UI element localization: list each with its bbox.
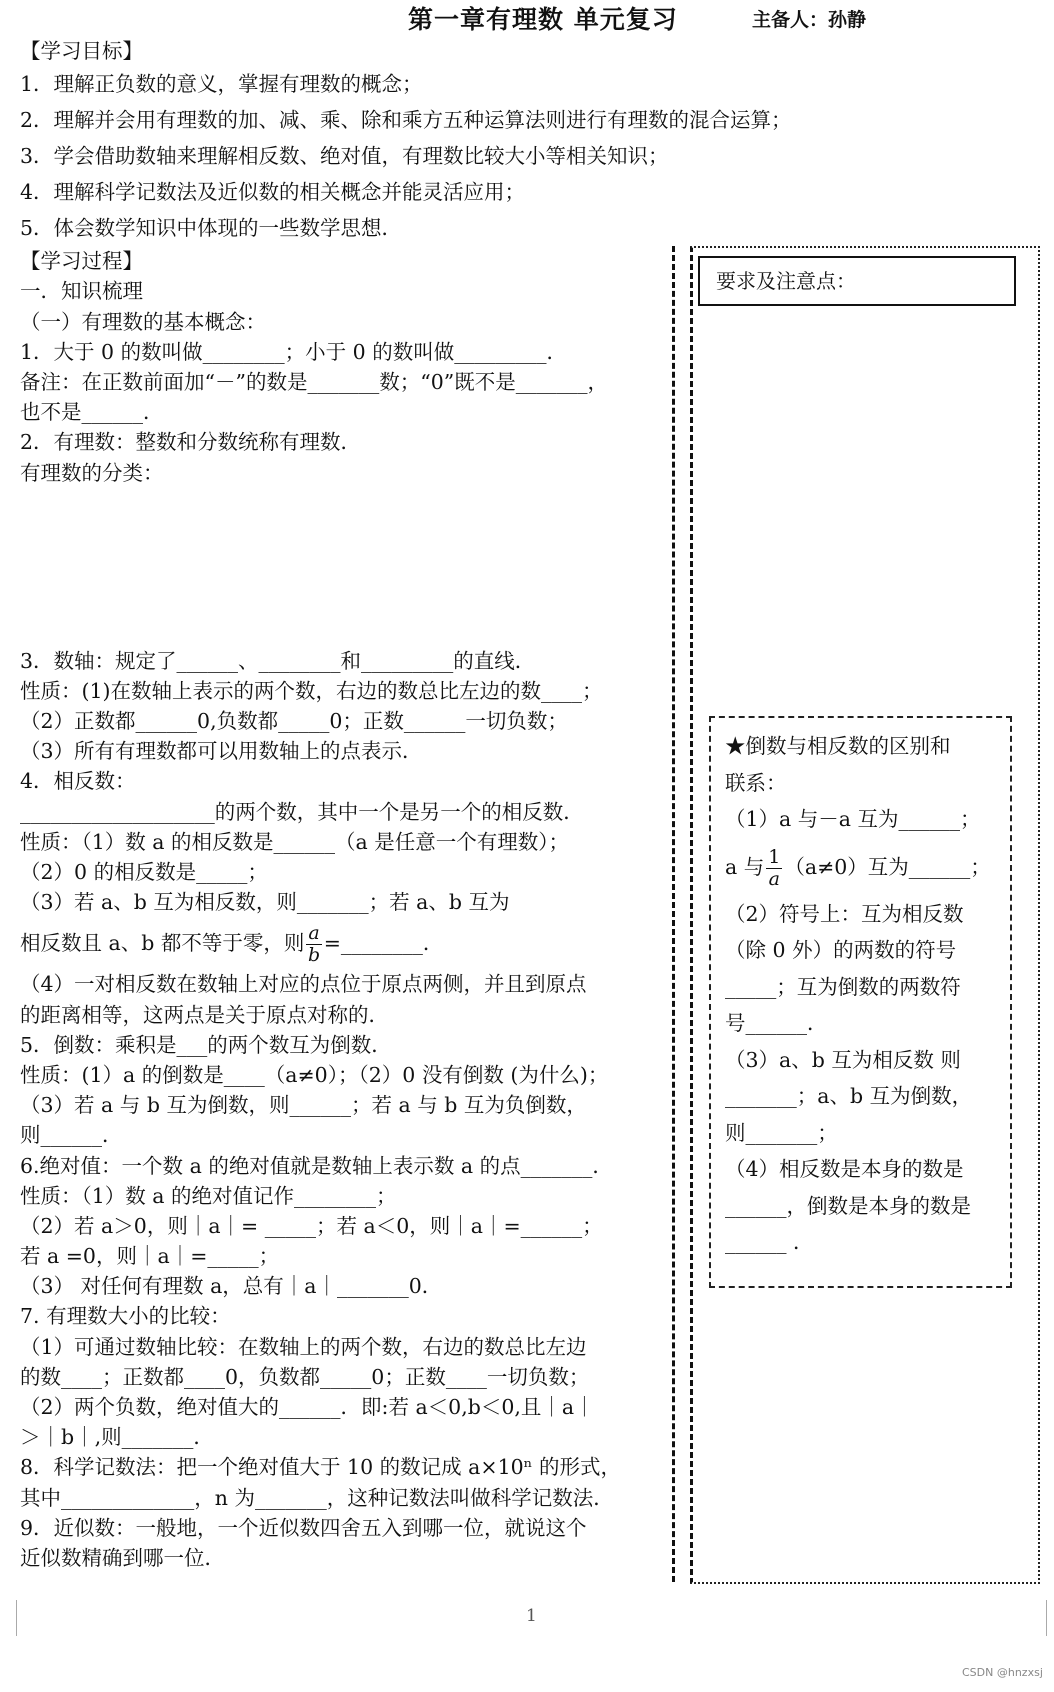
fraction-denominator: a	[768, 867, 780, 890]
text-line: 9．近似数：一般地，一个近似数四舍五入到哪一位，就说这个	[20, 1515, 587, 1540]
objectives-heading: 【学习目标】	[20, 39, 143, 63]
watermark-text: CSDN @hnzxsj	[962, 1666, 1043, 1679]
objective-item-3: 3．学会借助数轴来理解相反数、绝对值，有理数比较大小等相关知识；	[20, 144, 669, 169]
reciprocal-vs-opposite-box	[709, 716, 1012, 1288]
fraction-1-over-a	[766, 845, 782, 890]
box-text-line: 号______．	[725, 1011, 828, 1035]
column-divider	[672, 246, 675, 1582]
text-line: 3．数轴：规定了______、________和_________的直线．	[20, 648, 536, 673]
text-segment: （a≠0）互为______；	[784, 854, 991, 879]
process-heading: 【学习过程】	[20, 249, 143, 274]
text-line: 性质：（1）数 a 的相反数是______（a 是任意一个有理数）；	[20, 829, 570, 854]
text-line: （2）两个负数，绝对值大的______．即:若 a＜0,b＜0,且｜a｜	[20, 1395, 595, 1419]
fraction-denominator: b	[307, 944, 321, 967]
box-text-line: ______ ．	[725, 1230, 814, 1254]
box-text-line: （3）a、b 互为相反数 则	[725, 1047, 961, 1072]
page-edge-marker	[16, 1600, 17, 1636]
box-fraction-line	[725, 838, 1010, 896]
text-line: ___________________的两个数，其中一个是另一个的相反数．	[20, 799, 584, 824]
text-line: 6.绝对值：一个数 a 的绝对值就是数轴上表示数 a 的点_______．	[20, 1153, 613, 1178]
box-text-line: （1）a 与－a 互为______；	[725, 807, 981, 831]
box-text-line: （2）符号上：互为相反数	[725, 901, 964, 926]
box-text-line: ★倒数与相反数的区别和	[725, 734, 951, 758]
text-line: （3） 对任何有理数 a，总有｜a｜_______0．	[20, 1274, 443, 1299]
box-text-line: 则_______；	[725, 1120, 838, 1145]
page-number: 1	[526, 1606, 537, 1626]
text-line: （1）可通过数轴比较：在数轴上的两个数，右边的数总比左边	[20, 1334, 587, 1359]
text-line: ＞｜b｜,则_______．	[20, 1425, 214, 1450]
box-text-line: _______；a、b 互为倒数，	[725, 1084, 973, 1108]
text-line: 5．倒数：乘积是___的两个数互为倒数．	[20, 1032, 392, 1057]
text-line: 性质：（1）数 a 的绝对值记作________；	[20, 1183, 397, 1208]
document-title: 第一章有理数 单元复习	[408, 5, 678, 34]
box-text-line: （除 0 外）的两数的符号	[725, 938, 957, 962]
text-line: （2）0 的相反数是_____；	[20, 860, 268, 884]
text-line: （4）一对相反数在数轴上对应的点位于原点两侧，并且到原点	[20, 972, 587, 997]
objective-item-4: 4．理解科学记数法及近似数的相关概念并能灵活应用；	[20, 180, 526, 205]
classification-blank-area	[20, 488, 660, 646]
objective-item-2: 2．理解并会用有理数的加、减、乘、除和乘方五种运算法则进行有理数的混合运算；	[20, 108, 792, 133]
text-line: 也不是______．	[20, 400, 164, 425]
text-line: 7. 有理数大小的比较：	[20, 1304, 231, 1329]
requirements-note-box: 要求及注意点：	[698, 256, 1016, 306]
text-line: 1．大于 0 的数叫做________；小于 0 的数叫做_________．	[20, 339, 567, 364]
fraction-numerator: 1	[768, 845, 781, 868]
text-line: 近似数精确到哪一位．	[20, 1545, 225, 1570]
text-line: （2）若 a＞0，则｜a｜= _____；若 a＜0，则｜a｜=______；	[20, 1213, 603, 1238]
page-edge-marker	[1046, 1600, 1047, 1636]
box-text-line: ______，倒数是本身的数是	[725, 1193, 971, 1218]
fraction-a-over-b	[306, 924, 321, 965]
objective-item-5: 5．体会数学知识中体现的一些数学思想．	[20, 216, 403, 241]
fraction-numerator: a	[308, 922, 320, 945]
objective-item-1: 1．理解正负数的意义，掌握有理数的概念；	[20, 72, 423, 97]
text-line: （3）所有有理数都可以用数轴上的点表示．	[20, 739, 423, 764]
text-segment: 相反数且 a、b 都不等于零，则	[20, 931, 305, 956]
text-line: 的距离相等，这两点是关于原点对称的．	[20, 1002, 389, 1027]
subsection-heading: （一）有理数的基本概念：	[20, 309, 266, 334]
section-heading: 一．知识梳理	[20, 279, 143, 304]
box-text-line: （4）相反数是本身的数是	[725, 1157, 964, 1181]
text-line: 2．有理数：整数和分数统称有理数．	[20, 430, 362, 455]
author-label: 主备人：孙静	[752, 9, 867, 31]
text-line: 4．相反数：	[20, 769, 136, 794]
text-line: 性质：(1）a 的倒数是____（a≠0）；（2）0 没有倒数 (为什么)；	[20, 1062, 609, 1087]
text-line: 有理数的分类：	[20, 460, 164, 485]
text-line: 的数____；正数都____0，负数都_____0；正数____一切负数；	[20, 1364, 590, 1389]
text-line: 则______．	[20, 1123, 123, 1148]
text-line: 其中_____________，n 为_______，这种记数法叫做科学记数法．	[20, 1485, 614, 1510]
text-segment: =________．	[323, 931, 444, 956]
text-line: （3）若 a、b 互为相反数，则_______；若 a、b 互为	[20, 890, 510, 915]
fraction-line	[20, 917, 660, 969]
box-text-line: 联系：	[725, 770, 787, 795]
text-line: （2）正数都______0,负数都_____0；正数______一切负数；	[20, 709, 568, 734]
text-line: （3）若 a 与 b 互为倒数，则______；若 a 与 b 互为负倒数，	[20, 1093, 587, 1118]
text-line: 备注：在正数前面加“－”的数是_______数；“0”既不是_______，	[20, 369, 608, 394]
text-line: 性质：(1)在数轴上表示的两个数，右边的数总比左边的数____；	[20, 678, 603, 703]
text-line: 8．科学记数法：把一个绝对值大于 10 的数记成 a×10ⁿ 的形式，	[20, 1455, 622, 1480]
text-segment: a 与	[725, 854, 765, 879]
text-line: 若 a =0，则｜a｜=_____；	[20, 1244, 280, 1269]
box-text-line: _____；互为倒数的两数符	[725, 974, 961, 999]
